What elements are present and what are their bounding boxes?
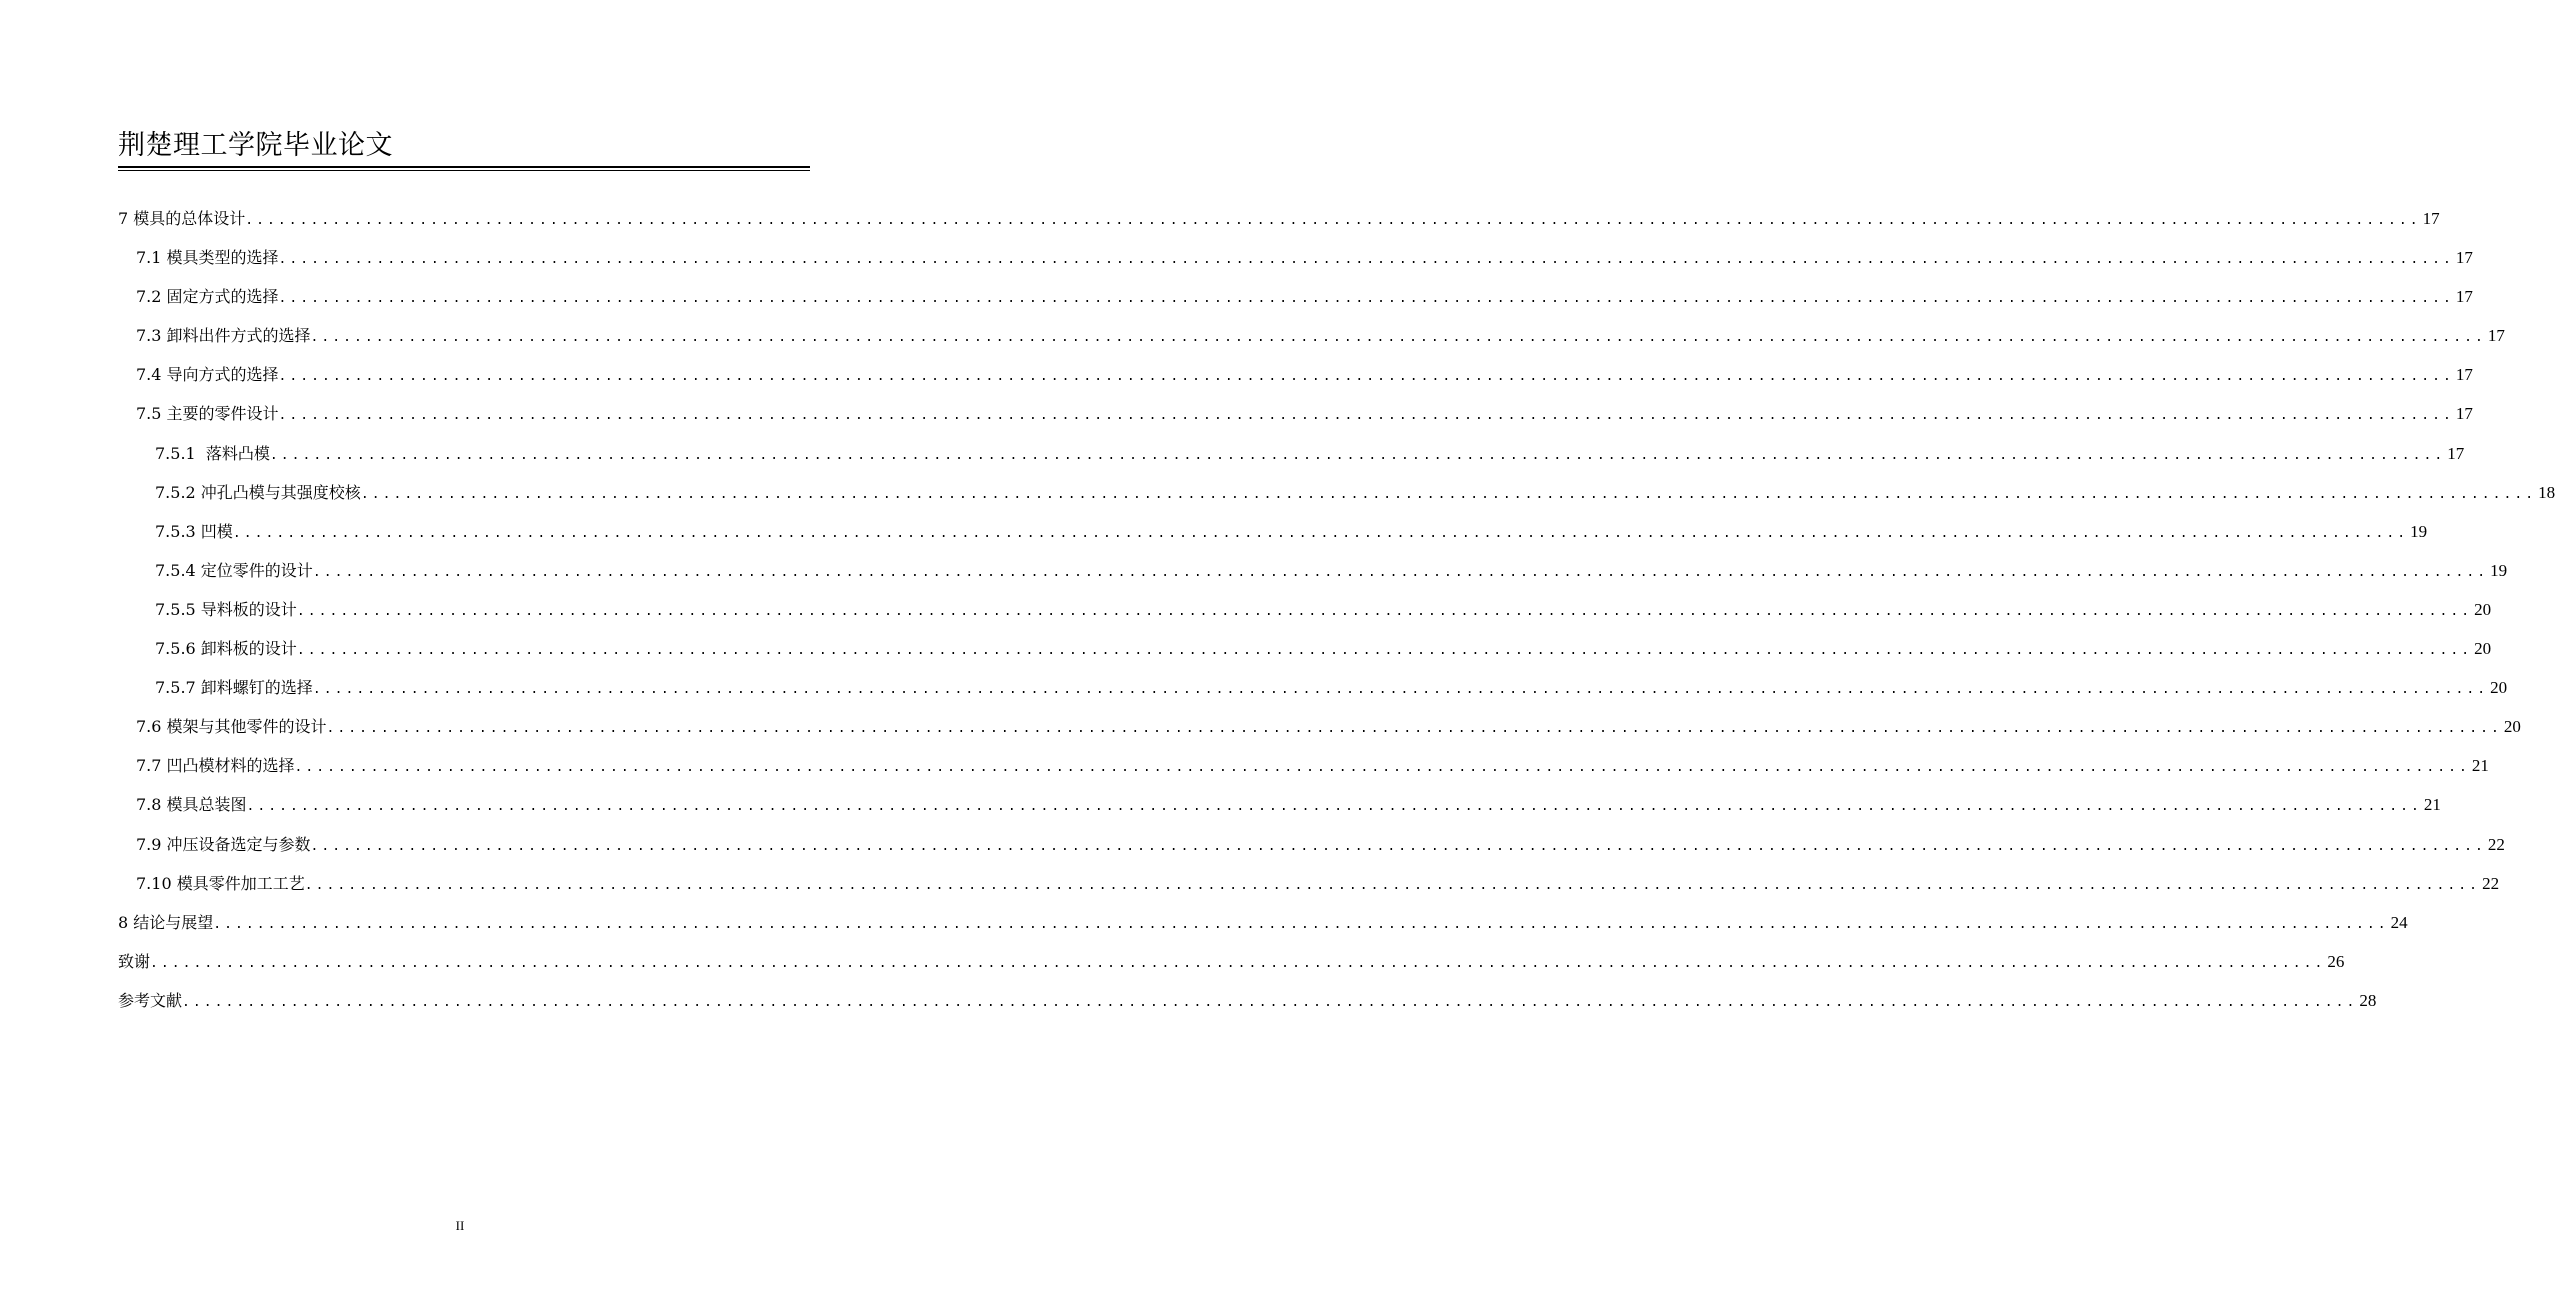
toc-entry-page: 20 [2474, 599, 2492, 619]
table-of-contents [118, 199, 2555, 1020]
toc-entry-title: 7.5.2 冲孔凸模与其强度校核 [155, 482, 361, 502]
toc-dot-leader: ........................................................................................................................................................................................................ [326, 721, 2502, 737]
toc-entry-page: 20 [2503, 717, 2521, 737]
toc-entry[interactable] [118, 825, 2505, 864]
toc-dot-leader: ........................................................................................................................................................................................................ [269, 447, 2446, 463]
toc-entry[interactable] [118, 590, 2492, 629]
toc-entry-title: 8 结论与展望 [118, 912, 214, 932]
toc-dot-leader: ........................................................................................................................................................................................................ [245, 213, 2421, 228]
toc-entry-page: 18 [2538, 482, 2555, 502]
toc-dot-leader: ........................................................................................................................................................................................................ [232, 525, 2409, 541]
toc-entry[interactable] [118, 746, 2489, 785]
page-header [118, 128, 810, 171]
toc-dot-leader: ........................................................................................................................................................................................................ [278, 252, 2454, 268]
toc-dot-leader: ........................................................................................................................................................................................................ [304, 877, 2481, 893]
toc-dot-leader: ........................................................................................................................................................................................................ [310, 330, 2486, 346]
toc-entry[interactable] [118, 707, 2521, 746]
toc-dot-leader: ........................................................................................................................................................................................................ [278, 291, 2454, 307]
toc-entry[interactable] [118, 199, 2440, 238]
toc-entry[interactable] [118, 394, 2473, 433]
toc-entry-page: 17 [2455, 365, 2473, 385]
toc-entry-title: 7.4 导向方式的选择 [136, 365, 279, 385]
toc-entry-page: 24 [2390, 912, 2408, 932]
toc-dot-leader: ........................................................................................................................................................................................................ [278, 369, 2454, 385]
toc-entry-page: 19 [2490, 560, 2508, 580]
toc-entry[interactable] [118, 277, 2473, 316]
thesis-header-title: 荆楚理工学院毕业论文 [118, 130, 393, 161]
toc-entry-title: 7.5.7 卸料螺钉的选择 [155, 678, 313, 698]
toc-entry-title: 7.5.3 凹模 [155, 521, 233, 541]
toc-entry-page: 21 [2423, 795, 2441, 815]
toc-entry-title: 7.9 冲压设备选定与参数 [136, 834, 311, 854]
toc-entry-title: 7.6 模架与其他零件的设计 [136, 717, 327, 737]
toc-entry-title: 7.5.4 定位零件的设计 [155, 560, 313, 580]
toc-entry[interactable] [118, 864, 2500, 903]
toc-entry-page: 20 [2474, 639, 2492, 659]
toc-entry-title: 7.7 凹凸模材料的选择 [136, 756, 295, 776]
toc-dot-leader: ........................................................................................................................................................................................................ [310, 838, 2486, 854]
toc-entry[interactable] [118, 316, 2505, 355]
toc-entry-page: 17 [2455, 248, 2473, 268]
toc-entry[interactable] [118, 551, 2508, 590]
toc-entry-title: 7 模具的总体设计 [118, 209, 246, 228]
toc-entry[interactable] [118, 473, 2555, 512]
toc-entry-title: 参考文献 [118, 990, 183, 1010]
toc-entry[interactable] [118, 512, 2428, 551]
toc-dot-leader: ........................................................................................................................................................................................................ [182, 994, 2358, 1010]
toc-dot-leader: ........................................................................................................................................................................................................ [360, 486, 2537, 502]
toc-entry[interactable] [118, 355, 2473, 394]
toc-entry[interactable] [118, 903, 2408, 942]
toc-entry-title: 7.5 主要的零件设计 [136, 404, 279, 424]
toc-entry-title: 7.5.6 卸料板的设计 [155, 639, 297, 659]
toc-entry-page: 19 [2410, 521, 2428, 541]
toc-entry-title: 7.5.1 落料凸模 [155, 443, 270, 463]
toc-entry-page: 17 [2455, 287, 2473, 307]
toc-entry-page: 17 [2422, 209, 2440, 228]
toc-dot-leader: ........................................................................................................................................................................................................ [213, 916, 2389, 932]
toc-entry-page: 22 [2482, 873, 2500, 893]
toc-entry[interactable] [118, 942, 2345, 981]
toc-entry-title: 7.10 模具零件加工工艺 [136, 873, 305, 893]
toc-entry-title: 7.5.5 导料板的设计 [155, 599, 297, 619]
toc-entry-page: 17 [2487, 326, 2505, 346]
toc-entry-title: 7.3 卸料出件方式的选择 [136, 326, 311, 346]
toc-entry-page: 17 [2447, 443, 2465, 463]
header-rule-thick [118, 166, 810, 168]
toc-entry-title: 致谢 [118, 951, 151, 971]
toc-dot-leader: ........................................................................................................................................................................................................ [296, 643, 2473, 659]
toc-entry-page: 22 [2487, 834, 2505, 854]
toc-dot-leader: ........................................................................................................................................................................................................ [150, 955, 2326, 971]
toc-entry[interactable] [118, 785, 2441, 824]
toc-entry-page: 26 [2327, 951, 2345, 971]
toc-entry-title: 7.2 固定方式的选择 [136, 287, 279, 307]
header-rule-thin [118, 170, 810, 171]
toc-entry[interactable] [118, 981, 2377, 1020]
toc-dot-leader: ........................................................................................................................................................................................................ [312, 682, 2489, 698]
toc-entry-page: 21 [2471, 756, 2489, 776]
toc-dot-leader: ........................................................................................................................................................................................................ [278, 408, 2454, 424]
toc-dot-leader: ........................................................................................................................................................................................................ [312, 564, 2489, 580]
toc-entry-page: 20 [2490, 678, 2508, 698]
toc-dot-leader: ........................................................................................................................................................................................................ [294, 760, 2470, 776]
toc-entry-page: 28 [2359, 990, 2377, 1010]
toc-dot-leader: ........................................................................................................................................................................................................ [296, 603, 2473, 619]
toc-entry[interactable] [118, 629, 2492, 668]
toc-entry-title: 7.8 模具总装图 [136, 795, 247, 815]
toc-entry-title: 7.1 模具类型的选择 [136, 248, 279, 268]
toc-entry[interactable] [118, 668, 2508, 707]
toc-entry[interactable] [118, 238, 2473, 277]
toc-entry[interactable] [118, 434, 2465, 473]
toc-dot-leader: ........................................................................................................................................................................................................ [246, 799, 2422, 815]
toc-entry-page: 17 [2455, 404, 2473, 424]
page-number: II [455, 1218, 465, 1233]
